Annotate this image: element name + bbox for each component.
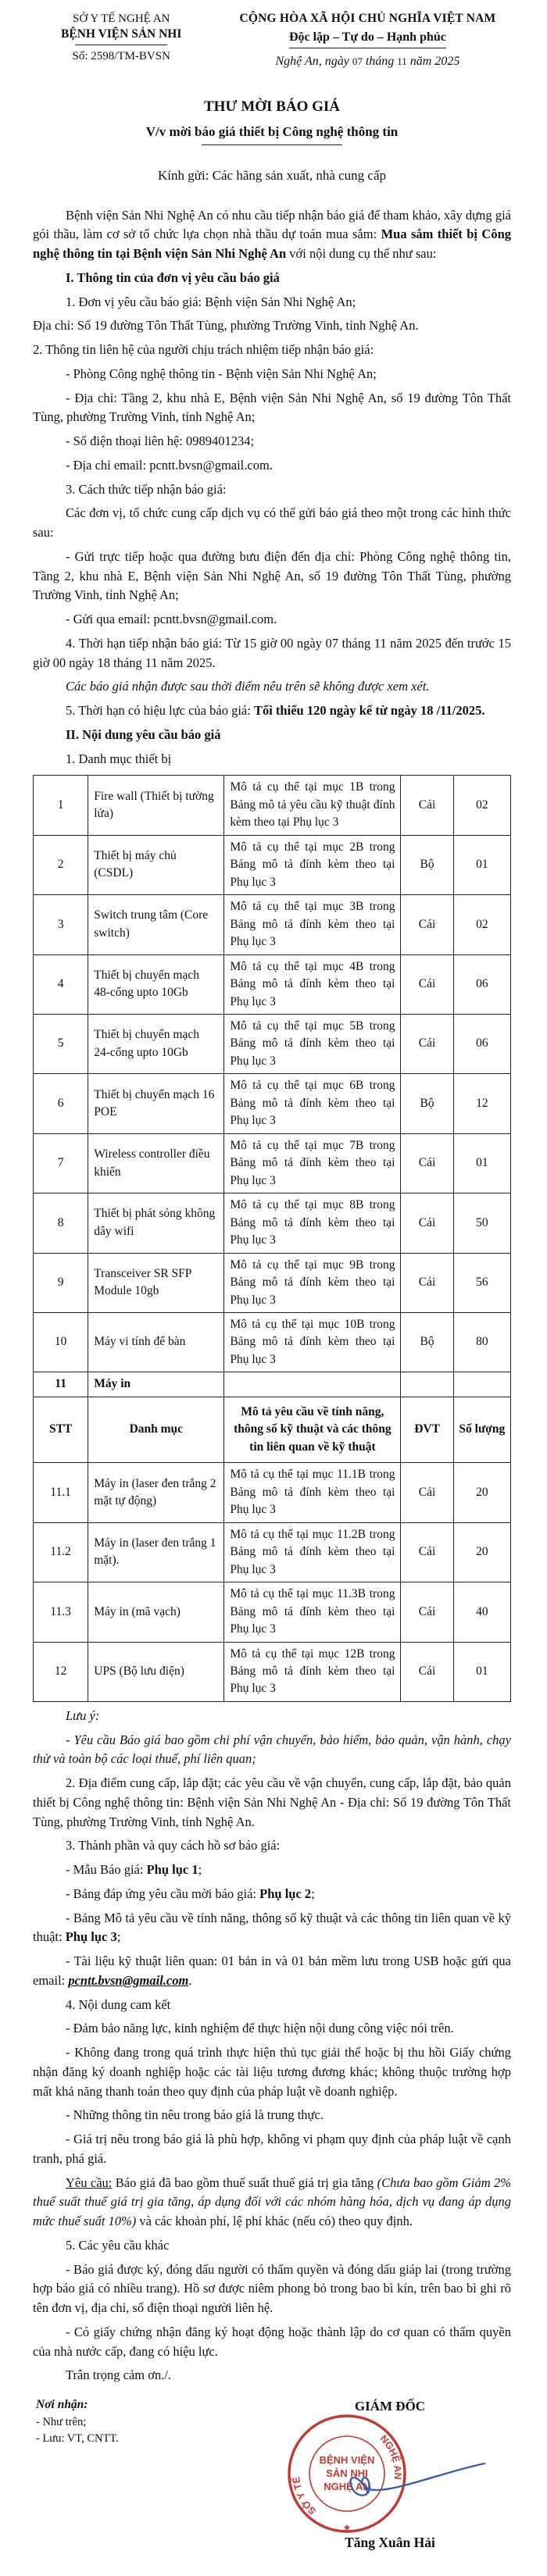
stt-cell: 12 <box>34 1642 88 1701</box>
section1-item3-intro: Các đơn vị, tổ chức cung cấp dịch vụ có thể gửi báo giá theo một trong các hình thức sau: <box>33 505 511 541</box>
section1-item1: 1. Đơn vị yêu cầu báo giá: Bệnh viện Sản Nhi Nghệ An; <box>66 294 356 309</box>
dvt-cell: Bộ <box>401 835 453 894</box>
stt-cell: 4 <box>34 954 88 1014</box>
appendix1-ref: Phụ lục 1 <box>146 1862 198 1878</box>
stt-cell: 1 <box>34 776 88 835</box>
notes-item5-bullet2: - Có giấy chứng nhận đăng ký hoạt động hoặc thành lập do cơ quan có thẩm quyền của nhà nước cấp, đang có hiệu lực. <box>33 2324 511 2359</box>
notes-item4-bullet1: - Đảm bảo năng lực, kinh nghiệm để thực hiện nội dung công việc nói trên. <box>66 2021 454 2036</box>
name-cell: Thiết bị phát sóng không dây wifi <box>88 1193 224 1253</box>
dvt-cell: Cái <box>401 1522 453 1582</box>
table-row <box>34 1074 511 1133</box>
dvt-cell: Cái <box>401 954 453 1014</box>
table-row <box>34 1313 511 1372</box>
stt-cell: 6 <box>34 1074 88 1133</box>
stt-cell: 8 <box>34 1193 88 1253</box>
name-cell: Máy in (mã vạch) <box>88 1582 224 1642</box>
table-row <box>34 954 511 1014</box>
table-row <box>34 1014 511 1073</box>
date-suffix: năm 2025 <box>409 54 460 68</box>
dvt-cell <box>401 1372 453 1397</box>
intro-tail: với nội dung cụ thể như sau: <box>286 246 437 262</box>
section1-item4: 4. Thời hạn tiếp nhận báo giá: Từ 15 giờ 00 ngày 07 tháng 11 năm 2025 đến trước 15 giờ 00 ngày 18 tháng 11 năm 2025. <box>33 635 511 670</box>
table-row <box>34 835 511 894</box>
stt-cell: 2 <box>34 835 88 894</box>
section1-item1-address: Địa chỉ: Số 19 đường Tôn Thất Tùng, phường Trường Vinh, tỉnh Nghệ An. <box>33 318 419 334</box>
bullet-tail: ; <box>116 1929 121 1945</box>
qty-cell: 01 <box>453 1133 510 1193</box>
national-motto: Độc lập – Tự do – Hạnh phúc <box>289 29 446 48</box>
qty-cell <box>453 1372 510 1397</box>
desc-cell: Mô tả cụ thể tại mục 4B trong Bảng mô tả đính kèm theo tại Phụ lục 3 <box>224 954 401 1014</box>
desc-cell: Mô tả cụ thể tại mục 5B trong Bảng mô tả đính kèm theo tại Phụ lục 3 <box>224 1014 401 1073</box>
section1-item2-bullet4: - Địa chỉ email: pcntt.bvsn@gmail.com. <box>66 457 273 473</box>
desc-cell: Mô tả cụ thể tại mục 8B trong Bảng mô tả đính kèm theo tại Phụ lục 3 <box>224 1193 401 1253</box>
notes-item3-bullet3 <box>33 1909 511 1948</box>
notes-item4-bullet2: - Không đang trong quá trình thực hiện thủ tục giải thể hoặc bị thu hồi Giấy chứng nhận đăng ký doanh nghiệp hoặc các tài liệu tương đương khác; không thuộc trường hợp mất khả năng thanh toán theo quy định của pháp luật về doanh nghiệp. <box>33 2045 511 2099</box>
section1-heading: I. Thông tin của đơn vị yêu cầu báo giá <box>66 269 280 285</box>
issuer-department: SỞ Y TẾ NGHỆ AN <box>72 12 170 25</box>
stamp-ring-right-text: NGHỆ AN <box>377 2433 404 2481</box>
signature-stroke <box>351 2464 484 2496</box>
bullet-text: - Mẫu Báo giá: <box>66 1862 147 1878</box>
stt-cell: 5 <box>34 1014 88 1073</box>
bullet-text: - Bảng Mô tả yêu cầu về tính năng, thông số kỹ thuật và các thông tin liên quan về kỹ thuật: <box>33 1910 511 1945</box>
table-group-row <box>34 1372 511 1397</box>
recipient-line: - Như trên; <box>36 2415 87 2428</box>
header-cell: Số lượng <box>453 1397 510 1462</box>
stt-cell: 10 <box>34 1313 88 1372</box>
bullet-tail: . <box>188 1972 192 1988</box>
section2-heading: II. Nội dung yêu cầu báo giá <box>66 726 221 742</box>
dvt-cell: Cái <box>401 895 453 954</box>
notes-item2: 2. Địa điểm cung cấp, lắp đặt; các yêu cầu về vận chuyển, cung cấp, lắp đặt, bảo quản thiết bị Công nghệ thông tin: Bệnh viện Sản Nhi Nghệ An - Địa chỉ: Số 19 đường Tôn Thất Tùng, phường Trường Vinh, tỉnh Nghệ An. <box>33 1775 511 1829</box>
national-title: CỘNG HÒA XÃ HỘI CHỦ NGHĨA VIỆT NAM <box>239 12 496 25</box>
notes-item5: 5. Các yêu cầu khác <box>66 2237 170 2253</box>
header-cell: STT <box>34 1397 88 1462</box>
salutation: Kính gửi: Các hãng sản xuất, nhà cung cấp <box>158 168 386 184</box>
qty-cell: 12 <box>453 1074 510 1133</box>
qty-cell: 01 <box>453 835 510 894</box>
name-cell: UPS (Bộ lưu điện) <box>88 1642 224 1701</box>
notes-item3-bullet1 <box>33 1861 511 1880</box>
section1-item3: 3. Cách thức tiếp nhận báo giá: <box>66 481 227 497</box>
name-cell: Máy vi tính để bàn <box>88 1313 224 1372</box>
header-cell: ĐVT <box>401 1397 453 1462</box>
desc-cell: Mô tả cụ thể tại mục 11.1B trong Bảng mô tả đính kèm theo tại Phụ lục 3 <box>224 1463 401 1522</box>
desc-cell: Mô tả cụ thể tại mục 1B trong Bảng mô tả yêu cầu kỹ thuật đính kèm theo tại Phụ lục 3 <box>224 776 401 835</box>
appendix2-ref: Phụ lục 2 <box>259 1886 312 1901</box>
dvt-cell: Cái <box>401 1014 453 1073</box>
table-row <box>34 1193 511 1253</box>
requirement-text: Báo giá đã bao gồm thuế suất thuế giá trị gia tăng <box>112 2175 377 2190</box>
notes-item3-bullet2 <box>33 1885 511 1904</box>
notes-item3: 3. Thành phần và quy cách hồ sơ báo giá: <box>66 1838 281 1854</box>
document-subtitle: V/v mời báo giá thiết bị Công nghệ thông tin <box>145 123 399 139</box>
stt-cell: 7 <box>34 1133 88 1193</box>
section2-sub1: 1. Danh mục thiết bị <box>66 751 172 766</box>
stamp-ring-left-text: SỞ Y TẾ <box>291 2476 319 2517</box>
section1-item3-bullet1: - Gửi trực tiếp hoặc qua đường bưu điện đến địa chỉ: Phòng Công nghệ thông tin, Tầng 2, khu nhà E, Bệnh viện Sản Nhi Nghệ An, số 19 đường Tôn Thất Tùng, phường Trường Vinh, tỉnh Nghệ An; <box>33 548 511 603</box>
dvt-cell: Cái <box>401 776 453 835</box>
svg-text:NGHỆ AN <box>378 2433 403 2480</box>
stt-cell: 3 <box>34 895 88 954</box>
qty-cell: 56 <box>453 1253 510 1312</box>
stt-cell: 11.2 <box>34 1522 88 1582</box>
document-title: THƯ MỜI BÁO GIÁ <box>204 98 340 116</box>
document-title-block <box>33 96 511 145</box>
stamp-star: ★ <box>342 2522 352 2534</box>
dvt-cell: Bộ <box>401 1074 453 1133</box>
section1-item2: 2. Thông tin liên hệ của người chịu trách nhiệm tiếp nhận báo giá: <box>33 342 374 358</box>
desc-cell: Mô tả cụ thể tại mục 7B trong Bảng mô tả đính kèm theo tại Phụ lục 3 <box>224 1133 401 1193</box>
name-cell: Thiết bị chuyển mạch 48-cổng upto 10Gb <box>88 954 224 1014</box>
notes-item4-bullet4: - Giá trị nêu trong báo giá là phù hợp, không vi phạm quy định của pháp luật về cạnh tranh, phá giá. <box>33 2132 511 2166</box>
stt-cell: 11.3 <box>34 1582 88 1642</box>
requirement-tail: và các khoản phí, lệ phí khác (nếu có) theo quy định. <box>136 2214 413 2229</box>
signer-name: Tăng Xuân Hải <box>345 2534 435 2550</box>
document-number-label: Số: <box>72 50 88 63</box>
official-stamp <box>275 2407 509 2540</box>
signature-block <box>33 2396 511 2553</box>
desc-cell: Mô tả cụ thể tại mục 12B trong Bảng mô tả đính kèm theo tại Phụ lục 3 <box>224 1642 401 1701</box>
stt-cell: 9 <box>34 1253 88 1312</box>
vat-note: (Chưa bao gồm Giảm 2% thuế suất thuế giá trị gia tăng, áp dụng đối với các nhóm hàng hóa, dịch vụ đang áp dụng mức thuế suất 10%) <box>33 2175 511 2229</box>
dvt-cell: Cái <box>401 1463 453 1522</box>
bullet-tail: ; <box>311 1886 315 1901</box>
desc-cell: Mô tả cụ thể tại mục 9B trong Bảng mô tả đính kèm theo tại Phụ lục 3 <box>224 1253 401 1312</box>
signer-position: GIÁM ĐỐC <box>354 2399 426 2414</box>
dvt-cell: Bộ <box>401 1313 453 1372</box>
stamp-line3: NGHỆ AN <box>324 2481 370 2493</box>
intro-paragraph <box>33 206 511 264</box>
desc-cell <box>224 1372 401 1397</box>
name-cell: Transceiver SR SFP Module 10gb <box>88 1253 224 1312</box>
dvt-cell: Cái <box>401 1193 453 1253</box>
date-prefix: Nghệ An, ngày <box>275 54 349 68</box>
desc-cell: Mô tả cụ thể tại mục 6B trong Bảng mô tả đính kèm theo tại Phụ lục 3 <box>224 1074 401 1133</box>
item5-validity: Tối thiểu 120 ngày kể từ ngày 18 /11/2025. <box>253 703 485 719</box>
qty-cell: 06 <box>453 954 510 1014</box>
notes-item4-bullet3: - Những thông tin nêu trong báo giá là trung thực. <box>66 2107 324 2123</box>
header-cell: Mô tả yêu cầu về tính năng, thông số kỹ thuật và các thông tin liên quan về kỹ thuật <box>224 1397 401 1462</box>
table-row <box>34 1522 511 1582</box>
table-row <box>34 1463 511 1522</box>
table-row <box>34 1133 511 1193</box>
section1-item3-bullet2: - Gửi qua email: pcntt.bvsn@gmail.com. <box>66 612 277 627</box>
qty-cell: 40 <box>453 1582 510 1642</box>
name-cell: Thiết bị chuyển mạch 16 POE <box>88 1074 224 1133</box>
appendix3-ref: Phụ lục 3 <box>65 1929 117 1945</box>
name-cell: Fire wall (Thiết bị tường lửa) <box>88 776 224 835</box>
dvt-cell: Cái <box>401 1253 453 1312</box>
document-header <box>33 11 511 70</box>
requirement-label: Yêu cầu: <box>66 2175 113 2190</box>
stt-cell: 11.1 <box>34 1463 88 1522</box>
name-cell: Máy in <box>88 1372 224 1397</box>
item5-label: 5. Thời hạn có hiệu lực của báo giá: <box>66 703 254 719</box>
desc-cell: Mô tả cụ thể tại mục 3B trong Bảng mô tả đính kèm theo tại Phụ lục 3 <box>224 895 401 954</box>
name-cell: Switch trung tâm (Core switch) <box>88 895 224 954</box>
stamp-line1: BỆNH VIỆN <box>319 2454 375 2467</box>
qty-cell: 02 <box>453 776 510 835</box>
date-day: 07 <box>352 55 363 67</box>
subtitle-underline <box>202 144 342 145</box>
desc-cell: Mô tả cụ thể tại mục 2B trong Bảng mô tả đính kèm theo tại Phụ lục 3 <box>224 835 401 894</box>
closing-line: Trân trọng cảm ơn./. <box>66 2367 172 2383</box>
document-number-value: 2598/TM-BVSN <box>91 50 170 63</box>
issuer-organization: BỆNH VIỆN SẢN NHI <box>61 27 182 41</box>
bullet-text: - Tài liệu kỹ thuật liên quan: 01 bản in và 01 bản mềm lưu trong USB hoặc gửi qua email: <box>33 1953 511 1988</box>
recipients-label: Nơi nhận: <box>36 2398 88 2412</box>
qty-cell: 20 <box>453 1463 510 1522</box>
dvt-cell: Cái <box>401 1582 453 1642</box>
notes-item4: 4. Nội dung cam kết <box>66 1996 171 2012</box>
recipients-block <box>33 2396 119 2553</box>
signer-block <box>269 2396 511 2553</box>
issuer-block <box>33 11 209 70</box>
note-bullet1: - Yêu cầu Báo giá bao gồm chi phí vận chuyển, bảo hiểm, bảo quản, vận hành, chạy thử và toàn bộ các loại thuế, phí liên quan; <box>33 1732 511 1767</box>
stamp-and-signature <box>275 2407 509 2540</box>
bullet-text: - Bảng đáp ứng yêu cầu mời báo giá: <box>66 1886 260 1901</box>
issuer-underline <box>75 44 167 45</box>
intro-text: Bệnh viện Sản Nhi Nghệ An có nhu cầu tiếp nhận báo giá để tham khảo, xây dựng giá gói thầu, làm cơ sở tổ chức lựa chọn nhà thầu dự toán mua sắm: <box>33 207 511 242</box>
equipment-table-body <box>34 776 511 1702</box>
recipient-line: - Lưu: VT, CNTT. <box>36 2432 119 2445</box>
name-cell: Máy in (laser đen trắng 2 mặt tự động) <box>88 1463 224 1522</box>
notes-requirement <box>33 2174 511 2232</box>
qty-cell: 02 <box>453 895 510 954</box>
bullet-tail: ; <box>198 1862 202 1878</box>
desc-cell: Mô tả cụ thể tại mục 10B trong Bảng mô tả đính kèm theo tại Phụ lục 3 <box>224 1313 401 1372</box>
section1-item5 <box>33 701 511 721</box>
name-cell: Thiết bị chuyển mạch 24-cổng upto 10Gb <box>88 1014 224 1073</box>
date-line <box>224 53 511 70</box>
table-row <box>34 1582 511 1642</box>
procurement-name: Mua sắm thiết bị Công nghệ thông tin tại Bệnh viện Sản Nhi Nghệ An <box>33 227 512 262</box>
table-row <box>34 895 511 954</box>
notes-item3-bullet4 <box>33 1952 511 1991</box>
dvt-cell: Cái <box>401 1642 453 1701</box>
dvt-cell: Cái <box>401 1133 453 1193</box>
section1-item2-bullet3: - Số điện thoại liên hệ: 0989401234; <box>66 433 255 449</box>
contact-email: pcntt.bvsn@gmail.com <box>68 1972 189 1988</box>
qty-cell: 50 <box>453 1193 510 1253</box>
section1-item4-note: Các báo giá nhận được sau thời điểm nêu trên sẽ không được xem xét. <box>66 679 430 694</box>
desc-cell: Mô tả cụ thể tại mục 11.2B trong Bảng mô tả đính kèm theo tại Phụ lục 3 <box>224 1522 401 1582</box>
section1-item2-bullet2: - Địa chỉ: Tầng 2, khu nhà E, Bệnh viện Sản Nhi Nghệ An, số 19 đường Tôn Thất Tùng, phường Trường Vinh, tỉnh Nghệ An; <box>33 390 511 425</box>
qty-cell: 80 <box>453 1313 510 1372</box>
qty-cell: 06 <box>453 1014 510 1073</box>
name-cell: Thiết bị máy chủ (CSDL) <box>88 835 224 894</box>
table-header-row <box>34 1397 511 1462</box>
header-cell: Danh mục <box>88 1397 224 1462</box>
notes-item5-bullet1: - Báo giá được ký, đóng dấu người có thẩm quyền và đóng dấu giáp lai (trong trường hợp báo giá có nhiều trang). Hồ sơ được niêm phong bỏ trong bao bì kín, trên bao bì ghi rõ tên đơn vị, địa chỉ, số điện thoại người liên hệ. <box>33 2261 511 2316</box>
table-row <box>34 1253 511 1312</box>
document-number <box>33 48 209 64</box>
national-block <box>224 11 511 70</box>
stamp-line2: SẢN NHI <box>326 2467 368 2480</box>
name-cell: Máy in (laser đen trắng 1 mặt). <box>88 1522 224 1582</box>
stt-cell: 11 <box>34 1372 88 1397</box>
date-month: 11 <box>397 55 407 67</box>
section1-item2-bullet1: - Phòng Công nghệ thông tin - Bệnh viện Sản Nhi Nghệ An; <box>66 366 377 381</box>
qty-cell: 20 <box>453 1522 510 1582</box>
name-cell: Wireless controller điều khiển <box>88 1133 224 1193</box>
date-month-label: tháng <box>365 54 395 68</box>
table-row <box>34 776 511 835</box>
qty-cell: 01 <box>453 1642 510 1701</box>
equipment-table <box>33 775 511 1702</box>
table-row <box>34 1642 511 1701</box>
note-heading: Lưu ý: <box>66 1707 100 1723</box>
desc-cell: Mô tả cụ thể tại mục 11.3B trong Bảng mô tả đính kèm theo tại Phụ lục 3 <box>224 1582 401 1642</box>
